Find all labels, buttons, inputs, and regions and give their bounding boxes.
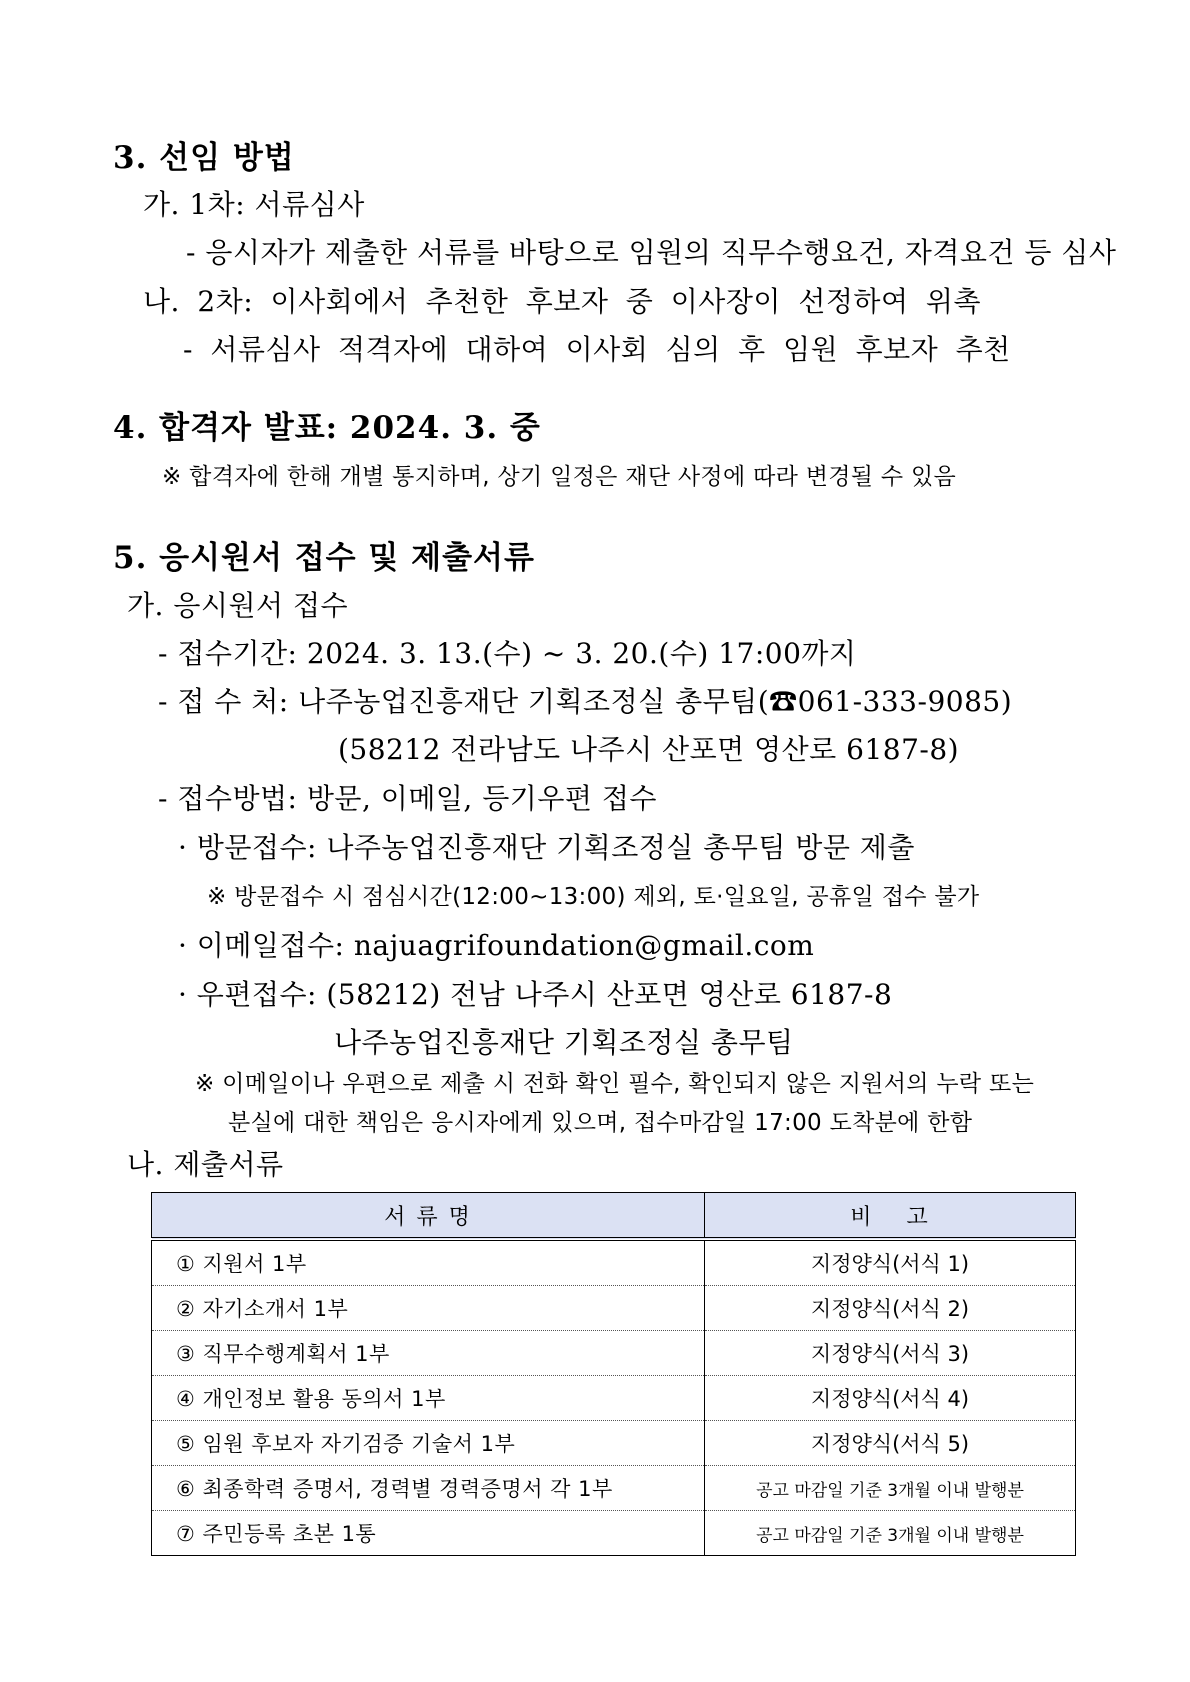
table-row	[152, 1331, 1076, 1376]
table-row	[152, 1286, 1076, 1331]
table-header-row	[152, 1193, 1076, 1240]
document-remark: 지정양식(서식 4)	[705, 1376, 1076, 1421]
document-remark: 지정양식(서식 3)	[705, 1331, 1076, 1376]
column-header-remarks: 비 고	[705, 1193, 1076, 1240]
post-reception-note-line2: 분실에 대한 책임은 응시자에게 있으며, 접수마감일 17:00 도착분에 한함	[228, 1110, 973, 1136]
email-reception: · 이메일접수: najuagrifoundation@gmail.com	[178, 929, 815, 962]
document-name: ⑦ 주민등록 초본 1통	[152, 1511, 705, 1556]
document-remark: 공고 마감일 기준 3개월 이내 발행분	[705, 1511, 1076, 1556]
document-remark: 공고 마감일 기준 3개월 이내 발행분	[705, 1466, 1076, 1511]
table-row	[152, 1239, 1076, 1286]
reception-address: (58212 전라남도 나주시 산포면 영산로 6187-8)	[338, 733, 960, 766]
document-name: ① 지원서 1부	[152, 1239, 705, 1286]
document-name: ⑥ 최종학력 증명서, 경력별 경력증명서 각 1부	[152, 1466, 705, 1511]
document-name: ③ 직무수행계획서 1부	[152, 1331, 705, 1376]
section-5-heading: 5. 응시원서 접수 및 제출서류	[113, 540, 535, 576]
post-reception-note-line1: ※ 이메일이나 우편으로 제출 시 전화 확인 필수, 확인되지 않은 지원서의 누락 또는	[195, 1071, 1035, 1097]
section-4-note: ※ 합격자에 한해 개별 통지하며, 상기 일정은 재단 사정에 따라 변경될 수 있음	[162, 464, 957, 490]
document-remark: 지정양식(서식 2)	[705, 1286, 1076, 1331]
reception-method: - 접수방법: 방문, 이메일, 등기우편 접수	[158, 782, 657, 815]
section-3-item-a-detail: - 응시자가 제출한 서류를 바탕으로 임원의 직무수행요건, 자격요건 등 심사	[186, 236, 1117, 269]
table-row	[152, 1466, 1076, 1511]
section-5-item-b: 나. 제출서류	[127, 1148, 284, 1181]
post-reception: · 우편접수: (58212) 전남 나주시 산포면 영산로 6187-8	[178, 978, 893, 1011]
section-4-heading: 4. 합격자 발표: 2024. 3. 중	[113, 410, 541, 446]
visit-reception: · 방문접수: 나주농업진흥재단 기획조정실 총무팀 방문 제출	[178, 831, 915, 864]
table-row	[152, 1511, 1076, 1556]
column-header-document-name: 서 류 명	[152, 1193, 705, 1240]
visit-reception-note: ※ 방문접수 시 점심시간(12:00~13:00) 제외, 토·일요일, 공휴일 접수 불가	[207, 884, 980, 910]
table-row	[152, 1376, 1076, 1421]
section-5-item-a: 가. 응시원서 접수	[127, 589, 349, 622]
submission-documents-table	[151, 1192, 1076, 1556]
reception-place: - 접 수 처: 나주농업진흥재단 기획조정실 총무팀(☎061-333-9085)	[158, 685, 1013, 718]
document-name: ④ 개인정보 활용 동의서 1부	[152, 1376, 705, 1421]
section-3-item-b-detail: - 서류심사 적격자에 대하여 이사회 심의 후 임원 후보자 추천	[183, 333, 1011, 366]
section-3-heading: 3. 선임 방법	[113, 140, 295, 176]
document-remark: 지정양식(서식 5)	[705, 1421, 1076, 1466]
document-name: ⑤ 임원 후보자 자기검증 기술서 1부	[152, 1421, 705, 1466]
post-reception-line2: 나주농업진흥재단 기획조정실 총무팀	[334, 1026, 794, 1059]
table-row	[152, 1421, 1076, 1466]
reception-period: - 접수기간: 2024. 3. 13.(수) ~ 3. 20.(수) 17:00까지	[158, 637, 857, 670]
document-remark: 지정양식(서식 1)	[705, 1239, 1076, 1286]
section-3-item-a: 가. 1차: 서류심사	[143, 188, 365, 221]
section-3-item-b: 나. 2차: 이사회에서 추천한 후보자 중 이사장이 선정하여 위촉	[143, 285, 982, 318]
document-name: ② 자기소개서 1부	[152, 1286, 705, 1331]
